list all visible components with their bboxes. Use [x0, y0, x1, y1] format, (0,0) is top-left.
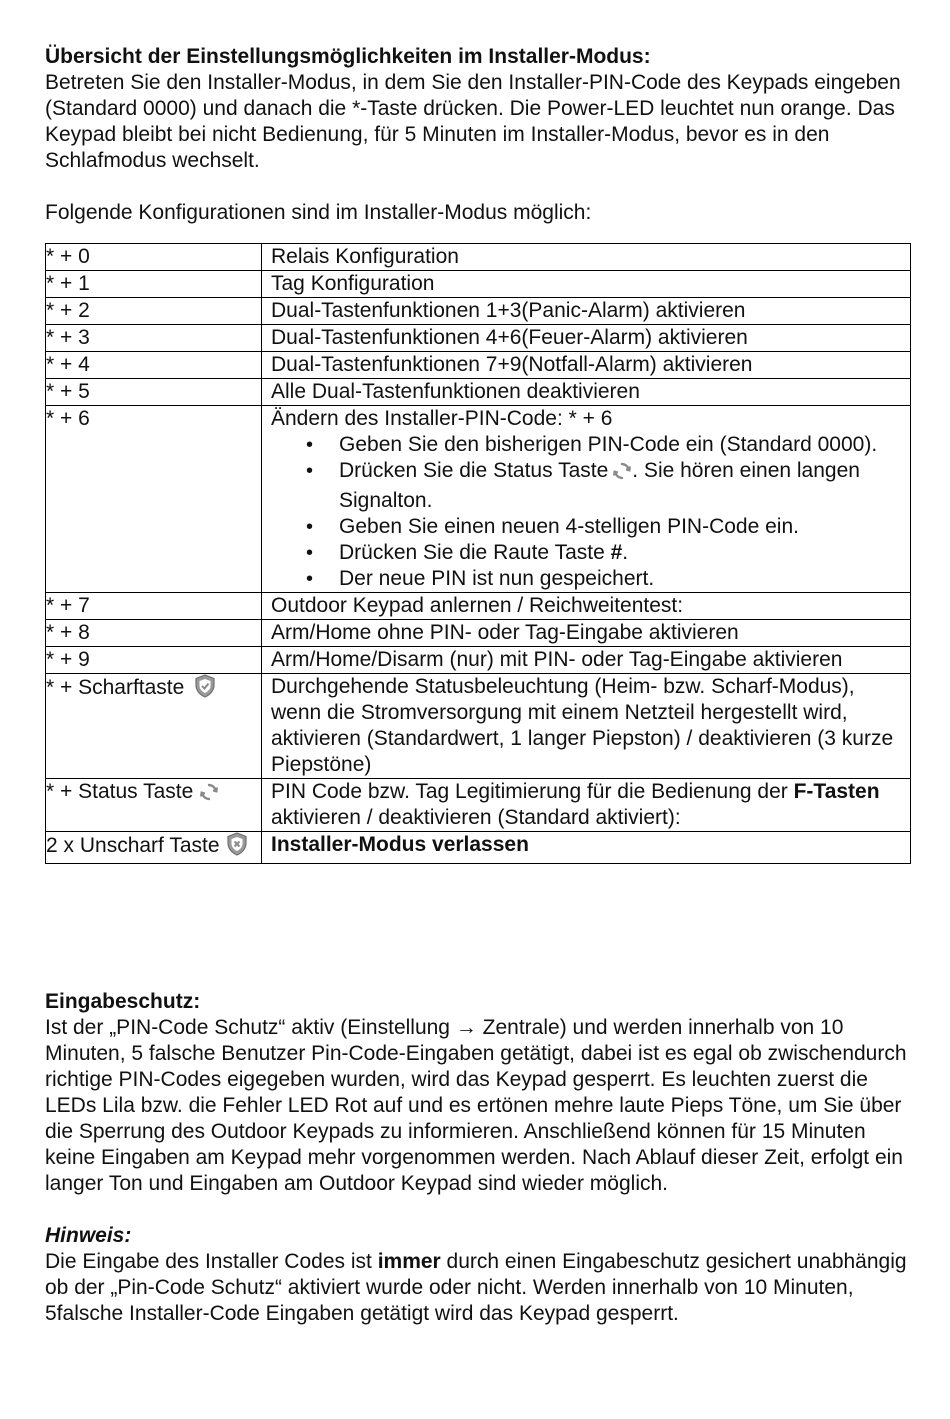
desc-cell: Durchgehende Statusbeleuchtung (Heim- bzw. Scharf-Modus), wenn die Stromversorgung mit einem Netzteil hergestellt wird, aktivieren (Standardwert, 1 langer Piepston) / deaktivieren (3 kurze Piepstöne)	[262, 674, 911, 779]
document-page	[45, 44, 911, 864]
desc-cell: Tag Konfiguration	[262, 271, 911, 298]
table-row-status	[46, 779, 911, 832]
desc-cell: Alle Dual-Tastenfunktionen deaktivieren	[262, 379, 911, 406]
key-cell: * + 4	[46, 352, 262, 379]
key-cell: * + 9	[46, 647, 262, 674]
key-cell: * + 5	[46, 379, 262, 406]
eingabeschutz-heading: Eingabeschutz:	[45, 990, 201, 1013]
config-line: Folgende Konfigurationen sind im Installer-Modus möglich:	[45, 201, 592, 224]
key-cell	[46, 779, 262, 832]
eingabeschutz-section	[45, 989, 911, 1327]
refresh-icon	[199, 782, 219, 809]
arrow-icon: →	[455, 1016, 477, 1039]
table-row	[46, 244, 911, 271]
key-cell	[46, 832, 262, 864]
desc-cell: Relais Konfiguration	[262, 244, 911, 271]
key-cell: * + 7	[46, 593, 262, 620]
desc-cell	[262, 779, 911, 832]
desc-cell: Outdoor Keypad anlernen / Reichweitentest:	[262, 593, 911, 620]
table-row	[46, 298, 911, 325]
table-row-scharf	[46, 674, 911, 779]
key-label: * + Scharftaste	[46, 676, 185, 699]
para-text: Die Eingabe des Installer Codes ist	[45, 1250, 378, 1273]
list-item: • Geben Sie den bisherigen PIN-Code ein (Standard 0000).	[339, 432, 904, 458]
desc-cell	[262, 406, 911, 593]
desc-cell: Arm/Home ohne PIN- oder Tag-Eingabe aktivieren	[262, 620, 911, 647]
step-text: .	[622, 541, 629, 564]
shield-cross-icon	[226, 832, 248, 863]
key-cell: * + 6	[46, 406, 262, 593]
pin-change-steps	[271, 432, 904, 592]
hash-key: #	[610, 541, 623, 564]
pin-change-title: Ändern des Installer-PIN-Code: * + 6	[271, 407, 613, 430]
key-cell	[46, 674, 262, 779]
table-row-pin-change	[46, 406, 911, 593]
desc-cell: Installer-Modus verlassen	[262, 832, 911, 864]
table-row	[46, 271, 911, 298]
desc-text: aktivieren / deaktivieren (Standard aktiviert):	[271, 806, 681, 829]
table-row	[46, 647, 911, 674]
step-text: . Sie hören einen langen Signalton.	[339, 459, 860, 512]
eingabeschutz-paragraph	[45, 1015, 911, 1197]
para-text: durch einen Eingabeschutz gesichert unabhängig ob der „Pin-Code Schutz“ aktiviert wurde oder nicht. Werden innerhalb von 10 Minuten, 5falsche Installer-Code Eingaben getätigt wird das Keypad gesperrt.	[45, 1250, 907, 1325]
key-cell: * + 1	[46, 271, 262, 298]
step-text: Drücken Sie die Raute Taste	[339, 541, 605, 564]
key-cell: * + 2	[46, 298, 262, 325]
key-cell: * + 0	[46, 244, 262, 271]
list-item: • Der neue PIN ist nun gespeichert.	[339, 566, 904, 592]
desc-text: PIN Code bzw. Tag Legitimierung für die Bedienung der	[271, 780, 794, 803]
para-text: Zentrale) und werden innerhalb von 10 Minuten, 5 falsche Benutzer Pin-Code-Eingaben getätigt, dabei ist es egal ob zwischendurch richtige PIN-Codes eigegeben wurden, wird das Keypad gesperrt. Es leuchten zuerst die LEDs Lila bzw. die Fehler LED Rot auf und es ertönen mehre laute Pieps Töne, um Sie über die Sperrung des Outdoor Keypads zu informieren. Anschließend können für 15 Minuten keine Eingaben am Keypad mehr vorgenommen werden. Nach Ablauf dieser Zeit, erfolgt ein langer Ton und Eingaben am Outdoor Keypad sind wieder möglich.	[45, 1016, 907, 1195]
desc-cell: Arm/Home/Disarm (nur) mit PIN- oder Tag-Eingabe aktivieren	[262, 647, 911, 674]
desc-cell: Dual-Tastenfunktionen 7+9(Notfall-Alarm) aktivieren	[262, 352, 911, 379]
table-row	[46, 352, 911, 379]
hinweis-paragraph	[45, 1249, 911, 1327]
intro-heading: Übersicht der Einstellungsmöglichkeiten im Installer-Modus:	[45, 45, 651, 68]
table-row	[46, 593, 911, 620]
table-row	[46, 620, 911, 647]
desc-cell: Dual-Tastenfunktionen 1+3(Panic-Alarm) aktivieren	[262, 298, 911, 325]
key-cell: * + 8	[46, 620, 262, 647]
intro-paragraph: Betreten Sie den Installer-Modus, in dem Sie den Installer-PIN-Code des Keypads eingeben (Standard 0000) und danach die *-Taste drücken. Die Power-LED leuchtet nun orange. Das Keypad bleibt bei nicht Bedienung, für 5 Minuten im Installer-Modus, bevor es in den Schlafmodus wechselt.	[45, 71, 901, 172]
table-row	[46, 379, 911, 406]
desc-bold: F-Tasten	[793, 780, 880, 803]
shield-icon	[194, 674, 216, 705]
settings-table	[45, 243, 911, 864]
table-row	[46, 325, 911, 352]
desc-cell: Dual-Tastenfunktionen 4+6(Feuer-Alarm) aktivieren	[262, 325, 911, 352]
hinweis-heading: Hinweis:	[45, 1224, 132, 1247]
para-bold: immer	[377, 1250, 441, 1273]
key-cell: * + 3	[46, 325, 262, 352]
key-label: * + Status Taste	[46, 780, 194, 803]
list-item	[339, 540, 904, 566]
key-label: 2 x Unscharf Taste	[46, 834, 220, 857]
table-row-exit	[46, 832, 911, 864]
para-text: Ist der „PIN-Code Schutz“ aktiv (Einstellung	[45, 1016, 456, 1039]
list-item: • Geben Sie einen neuen 4-stelligen PIN-Code ein.	[339, 514, 904, 540]
refresh-icon	[612, 461, 632, 488]
list-item	[339, 458, 904, 514]
step-text: Drücken Sie die Status Taste	[339, 459, 609, 482]
